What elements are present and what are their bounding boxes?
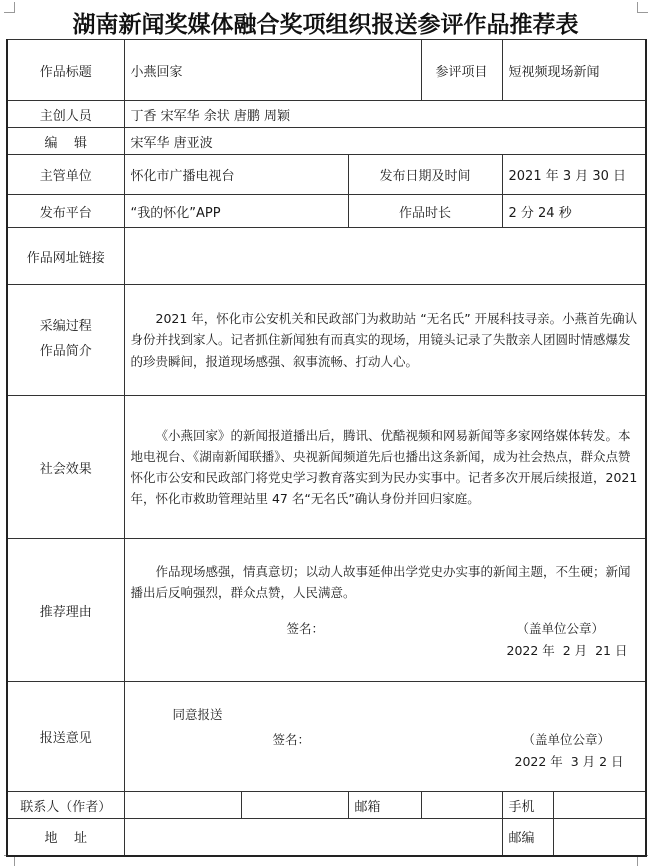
- row-creators: [7, 101, 646, 128]
- row-work-title: [7, 40, 646, 101]
- effect-text: 《小燕回家》的新闻报道播出后，腾讯、优酷视频和网易新闻等多家网络媒体转发。本地电视台、《湖南新闻联播》、央视新闻频道先后也播出这条新闻，成为社会热点，群众点赞怀化市公安和民政部门将党史学习教育落实到为民办实事中。记者多次开展后续报道，2021 年，怀化市救助管理站里 47 名“无名氏”确认身份并回归家庭。: [130, 427, 638, 507]
- creators-label: 主创人员: [7, 101, 124, 128]
- url-value[interactable]: [124, 228, 646, 285]
- reason-text: 作品现场感强，情真意切；以动人故事延伸出学党史办实事的新闻主题，不生硬；新闻播出后反响强烈，群众点赞，人民满意。: [130, 564, 631, 601]
- zip-value[interactable]: [553, 819, 646, 856]
- platform-value[interactable]: “我的怀化”APP: [124, 195, 348, 228]
- row-effect: [7, 396, 646, 539]
- category-label: 参评项目: [421, 40, 502, 101]
- opinion-label: 报送意见: [7, 682, 124, 792]
- crop-mark-bottom-right: [637, 855, 648, 866]
- unit-value[interactable]: 怀化市广播电视台: [124, 155, 348, 195]
- publish-date-value[interactable]: 2021 年 3 月 30 日: [502, 155, 646, 195]
- mail-label: 邮箱: [348, 792, 421, 819]
- platform-label: 发布平台: [7, 195, 124, 228]
- reason-sign-label: 签名：: [286, 620, 325, 636]
- duration-label: 作品时长: [348, 195, 502, 228]
- opinion-text: 同意报送: [172, 707, 223, 722]
- reason-label: 推荐理由: [7, 539, 124, 682]
- phone-value[interactable]: [553, 792, 646, 819]
- address-value[interactable]: [124, 819, 502, 856]
- unit-label: 主管单位: [7, 155, 124, 195]
- row-platform: [7, 195, 646, 228]
- effect-text-cell[interactable]: [124, 396, 646, 539]
- row-url: [7, 228, 646, 285]
- crop-mark-bottom-left: [4, 855, 15, 866]
- contact-extra[interactable]: [241, 792, 348, 819]
- opinion-date-row: [131, 751, 640, 773]
- contact-label: 联系人（作者）: [7, 792, 124, 819]
- address-label: 地 址: [7, 819, 124, 856]
- opinion-cell[interactable]: [124, 682, 646, 792]
- opinion-date: 2022 年 3 月 2 日: [514, 754, 624, 770]
- reason-cell[interactable]: [124, 539, 646, 682]
- reason-date-row: [131, 640, 640, 662]
- creators-value[interactable]: 丁香 宋军华 余状 唐鹏 周颖: [124, 101, 646, 128]
- row-address: [7, 819, 646, 856]
- opinion-sign-label: 签名：: [272, 732, 311, 748]
- work-title-label: 作品标题: [7, 40, 124, 101]
- form-title: 湖南新闻奖媒体融合奖项组织报送参评作品推荐表: [72, 11, 579, 38]
- work-title-value[interactable]: 小燕回家: [124, 40, 421, 101]
- opinion-sign-row: [131, 729, 640, 751]
- summary-text-cell[interactable]: [124, 285, 646, 396]
- row-editors: [7, 128, 646, 155]
- reason-date: 2022 年 2 月 21 日: [506, 642, 628, 658]
- url-label: 作品网址链接: [7, 228, 124, 285]
- reason-sign-row: [131, 618, 640, 640]
- phone-label: 手机: [502, 792, 553, 819]
- contact-value[interactable]: [124, 792, 241, 819]
- summary-label-line2: 作品简介: [39, 344, 92, 359]
- summary-label: [7, 285, 124, 396]
- opinion-seal: （盖单位公章）: [522, 732, 611, 748]
- duration-value[interactable]: 2 分 24 秒: [502, 195, 646, 228]
- row-unit: [7, 155, 646, 195]
- mail-value[interactable]: [421, 792, 502, 819]
- summary-text: 2021 年，怀化市公安机关和民政部门为救助站 “无名氏” 开展科技寻亲。小燕首先确认身份并找到家人。记者抓住新闻独有而真实的现场，用镜头记录了失散亲人团圆时情感爆发的珍贵瞬间，报道现场感强、叙事流畅、打动人心。: [130, 311, 638, 369]
- recommendation-form: [6, 39, 647, 857]
- category-value[interactable]: 短视频现场新闻: [502, 40, 646, 101]
- row-opinion: [7, 682, 646, 792]
- reason-seal: （盖单位公章）: [516, 620, 605, 636]
- row-summary: [7, 285, 646, 396]
- summary-label-line1: 采编过程: [39, 319, 92, 335]
- publish-date-label: 发布日期及时间: [348, 155, 502, 195]
- zip-label: 邮编: [502, 819, 553, 856]
- editors-value[interactable]: 宋军华 唐亚波: [124, 128, 646, 155]
- row-reason: [7, 539, 646, 682]
- effect-label: 社会效果: [7, 396, 124, 539]
- row-contact: [7, 792, 646, 819]
- editors-label: 编 辑: [7, 128, 124, 155]
